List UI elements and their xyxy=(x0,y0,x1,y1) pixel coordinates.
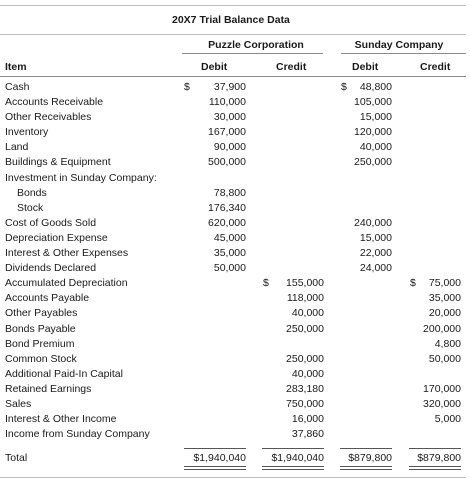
puzzle-credit-value: 283,180 xyxy=(286,382,324,395)
sunday-credit-value: 170,000 xyxy=(423,382,461,395)
sunday-debit-value: 22,000 xyxy=(359,247,392,260)
table-body xyxy=(0,80,470,442)
row-item-label: Accounts Payable xyxy=(5,292,90,305)
puzzle-debit-header: Debit xyxy=(201,61,228,73)
sunday-credit-value: 20,000 xyxy=(428,307,461,320)
puzzle-company-header: Puzzle Corporation xyxy=(208,39,304,51)
table-row xyxy=(0,397,470,412)
row-item-label: Accounts Receivable xyxy=(5,96,104,109)
puzzle-credit-header: Credit xyxy=(276,61,307,73)
table-row xyxy=(0,231,470,246)
total-label: Total xyxy=(5,452,28,464)
puzzle-credit-value: 16,000 xyxy=(291,413,324,426)
row-item-label: Dividends Declared xyxy=(5,262,97,275)
sunday-credit-total-rule xyxy=(409,448,461,449)
puzzle-debit-value: 167,000 xyxy=(208,126,246,139)
table-row xyxy=(0,80,470,95)
table-row xyxy=(0,412,470,427)
table-row xyxy=(0,382,470,397)
row-item-label: Cash xyxy=(5,81,30,93)
dollar-sign: $ xyxy=(184,81,190,93)
total-row xyxy=(0,450,470,466)
puzzle-debit-value: 30,000 xyxy=(213,111,246,124)
row-item-label: Interest & Other Expenses xyxy=(5,247,129,260)
puzzle-debit-total-rule xyxy=(184,448,246,449)
sunday-credit-value: 200,000 xyxy=(423,322,461,335)
sunday-credit-header: Credit xyxy=(420,61,451,73)
row-item-label: Buildings & Equipment xyxy=(5,156,111,169)
sunday-debit-value: 15,000 xyxy=(359,111,392,124)
sunday-debit-value: 240,000 xyxy=(354,216,392,229)
sunday-debit-value: 120,000 xyxy=(354,126,392,139)
row-item-label: Other Payables xyxy=(5,307,78,320)
row-item-label: Investment in Sunday Company: xyxy=(5,171,157,184)
table-row xyxy=(0,216,470,231)
puzzle-debit-value: 78,800 xyxy=(213,186,246,199)
row-item-label: Stock xyxy=(17,201,44,214)
sunday-credit-value: 320,000 xyxy=(423,397,461,410)
total-sunday-debit: $879,800 xyxy=(348,452,392,464)
row-item-label: Additional Paid-In Capital xyxy=(5,367,123,380)
puzzle-debit-double-rule xyxy=(184,466,246,470)
puzzle-debit-value: 620,000 xyxy=(208,216,246,229)
row-item-label: Sales xyxy=(5,397,32,410)
sunday-debit-value: 40,000 xyxy=(359,141,392,154)
puzzle-debit-value: 45,000 xyxy=(213,231,246,244)
table-row xyxy=(0,322,470,337)
row-item-label: Income from Sunday Company xyxy=(5,428,150,441)
row-item-label: Cost of Goods Sold xyxy=(5,216,97,229)
sunday-credit-value: 4,800 xyxy=(434,337,461,350)
table-row xyxy=(0,125,470,140)
header-rule xyxy=(0,76,466,77)
sunday-company-header: Sunday Company xyxy=(354,39,444,51)
table-row xyxy=(0,337,470,352)
table-row xyxy=(0,291,470,306)
sunday-credit-double-rule xyxy=(409,466,461,470)
table-row xyxy=(0,186,470,201)
puzzle-debit-value: 50,000 xyxy=(213,262,246,275)
puzzle-debit-value: 500,000 xyxy=(208,156,246,169)
puzzle-credit-value: 37,860 xyxy=(291,428,324,441)
puzzle-header-rule xyxy=(182,53,323,54)
sunday-debit-value: 250,000 xyxy=(354,156,392,169)
dollar-sign: $ xyxy=(341,81,347,93)
dollar-sign: $ xyxy=(263,277,269,290)
row-item-label: Accumulated Depreciation xyxy=(5,277,128,290)
sunday-credit-value: 5,000 xyxy=(434,413,461,426)
puzzle-debit-value: 90,000 xyxy=(213,141,246,154)
bottom-rule xyxy=(0,477,466,478)
table-row xyxy=(0,201,470,216)
puzzle-credit-value: 250,000 xyxy=(286,352,324,365)
puzzle-credit-value: 40,000 xyxy=(291,367,324,380)
total-sunday-credit: $879,800 xyxy=(417,452,461,464)
sunday-debit-value: 105,000 xyxy=(354,96,392,109)
table-row xyxy=(0,171,470,186)
puzzle-credit-value: 40,000 xyxy=(291,307,324,320)
puzzle-credit-value: 155,000 xyxy=(286,277,324,290)
table-row xyxy=(0,110,470,125)
table-row xyxy=(0,306,470,321)
table-row xyxy=(0,367,470,382)
puzzle-credit-double-rule xyxy=(262,466,324,470)
table-row xyxy=(0,246,470,261)
sunday-debit-header: Debit xyxy=(352,61,379,73)
sunday-debit-value: 24,000 xyxy=(359,262,392,275)
row-item-label: Bond Premium xyxy=(5,337,75,350)
row-item-label: Bonds xyxy=(17,186,47,199)
total-puzzle-debit: $1,940,040 xyxy=(193,452,246,464)
row-item-label: Land xyxy=(5,141,29,154)
row-item-label: Depreciation Expense xyxy=(5,231,108,244)
sunday-credit-value: 75,000 xyxy=(428,277,461,290)
total-puzzle-credit: $1,940,040 xyxy=(271,452,324,464)
sunday-debit-total-rule xyxy=(340,448,392,449)
puzzle-debit-value: 176,340 xyxy=(208,201,246,214)
sunday-debit-value: 15,000 xyxy=(359,231,392,244)
dollar-sign: $ xyxy=(410,277,416,290)
row-item-label: Other Receivables xyxy=(5,111,92,124)
row-item-label: Inventory xyxy=(5,126,49,139)
puzzle-debit-value: 37,900 xyxy=(213,81,246,93)
sunday-header-rule xyxy=(341,53,466,54)
sunday-credit-value: 35,000 xyxy=(428,292,461,305)
sunday-credit-value: 50,000 xyxy=(428,352,461,365)
puzzle-credit-value: 118,000 xyxy=(286,292,324,305)
row-item-label: Common Stock xyxy=(5,352,77,365)
table-row xyxy=(0,140,470,155)
table-row xyxy=(0,427,470,442)
puzzle-credit-total-rule xyxy=(262,448,324,449)
table-row xyxy=(0,276,470,291)
sunday-debit-double-rule xyxy=(340,466,392,470)
table-row xyxy=(0,95,470,110)
puzzle-debit-value: 110,000 xyxy=(208,96,246,109)
puzzle-credit-value: 750,000 xyxy=(286,397,324,410)
row-item-label: Bonds Payable xyxy=(5,322,76,335)
puzzle-debit-value: 35,000 xyxy=(213,247,246,260)
table-row xyxy=(0,155,470,170)
table-title: 20X7 Trial Balance Data xyxy=(172,14,290,26)
table-row xyxy=(0,352,470,367)
puzzle-credit-value: 250,000 xyxy=(286,322,324,335)
item-column-header: Item xyxy=(5,61,27,73)
table-row xyxy=(0,261,470,276)
row-item-label: Interest & Other Income xyxy=(5,413,117,426)
sunday-debit-value: 48,800 xyxy=(359,81,392,93)
row-item-label: Retained Earnings xyxy=(5,382,92,395)
